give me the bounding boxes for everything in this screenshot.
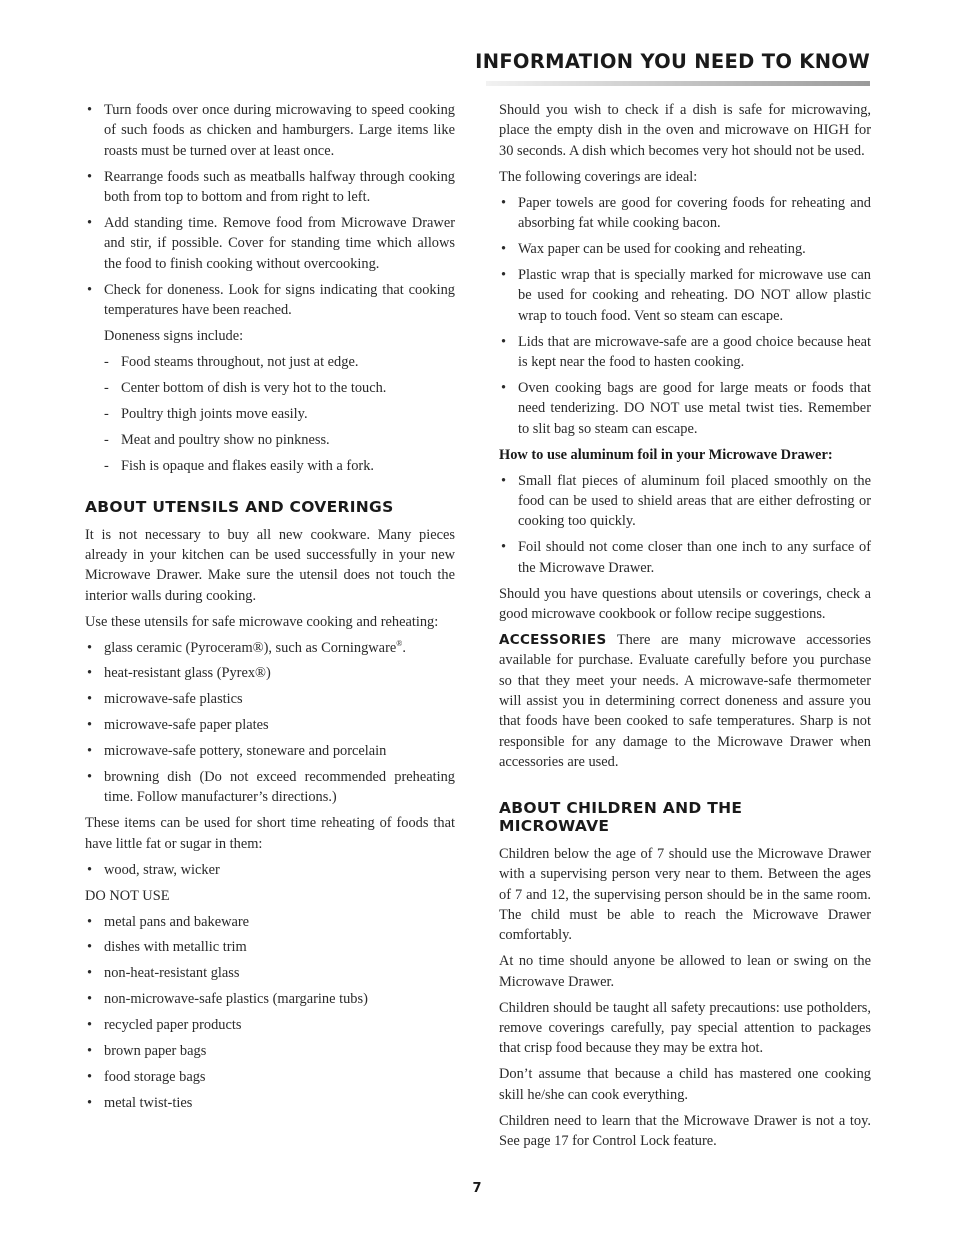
tips-list (85, 100, 455, 321)
dish-check-paragraph: Should you wish to check if a dish is safe for microwaving, place the empty dish in the oven and microwave on HIGH for 30 seconds. A dish which becomes very hot should not be used. (499, 102, 871, 159)
list-item: - Center bottom of dish is very hot to the touch. (104, 378, 455, 398)
list-item: • Plastic wrap that is specially marked for microwave use can be used for cooking and reheating. DO NOT allow plastic wrap to touch food. Vent so steam can escape. (499, 265, 871, 326)
left-column (85, 100, 455, 1119)
children-paragraph: Children should be taught all safety precautions: use potholders, remove coverings carefully, pay special attention to packages that crisp food because they may be extra hot. (499, 999, 871, 1057)
list-item: • Lids that are microwave-safe are a good choice because heat is kept near the food to hasten cooking. (499, 332, 871, 373)
coverings-intro: The following coverings are ideal: (499, 168, 698, 185)
list-item: • browning dish (Do not exceed recommended preheating time. Follow manufacturer’s directions.) (85, 767, 455, 808)
list-item: • recycled paper products (85, 1015, 455, 1035)
doneness-signs-list (85, 352, 455, 476)
list-item: - Food steams throughout, not just at edge. (104, 352, 455, 372)
page-number: 7 (472, 1181, 482, 1196)
list-item: • Check for doneness. Look for signs indicating that cooking temperatures have been reached. (85, 280, 455, 321)
list-item: - Meat and poultry show no pinkness. (104, 430, 455, 450)
list-item-end: . (402, 639, 406, 656)
list-item: • food storage bags (85, 1067, 455, 1087)
list-item: • microwave-safe pottery, stoneware and porcelain (85, 741, 455, 761)
safe-utensils-intro: Use these utensils for safe microwave cooking and reheating: (85, 613, 439, 630)
list-item: • brown paper bags (85, 1041, 455, 1061)
list-item: • Paper towels are good for covering foods for reheating and absorbing fat while cooking bacon. (499, 193, 871, 234)
list-item: - Poultry thigh joints move easily. (104, 404, 455, 424)
list-item-text: glass ceramic (Pyroceram®), such as Corningware (104, 639, 397, 656)
foil-list (499, 471, 871, 579)
list-item: • microwave-safe plastics (85, 689, 455, 709)
children-paragraph: Don’t assume that because a child has mastered one cooking skill he/she can cook everything. (499, 1066, 871, 1103)
list-item: • Wax paper can be used for cooking and reheating. (499, 239, 871, 259)
list-item: • non-heat-resistant glass (85, 963, 455, 983)
questions-paragraph: Should you have questions about utensils or coverings, check a good microwave cookbook or follow recipe suggestions. (499, 585, 871, 622)
doneness-intro: Doneness signs include: (104, 328, 244, 345)
short-time-intro: These items can be used for short time reheating of foods that have little fat or sugar in them: (85, 815, 455, 852)
title-underline (486, 81, 870, 86)
list-item: • non-microwave-safe plastics (margarine tubs) (85, 989, 455, 1009)
coverings-list (499, 193, 871, 439)
accessories-heading: ACCESSORIES (499, 631, 607, 648)
utensils-heading: ABOUT UTENSILS AND COVERINGS (85, 498, 394, 516)
accessories-paragraph (499, 630, 871, 773)
list-item: • Foil should not come closer than one inch to any surface of the Microwave Drawer. (499, 537, 871, 578)
list-item: - Fish is opaque and flakes easily with a fork. (104, 456, 455, 476)
do-not-use-list (85, 912, 455, 1114)
foil-heading: How to use aluminum foil in your Microwave Drawer: (499, 446, 833, 463)
utensils-intro: It is not necessary to buy all new cookware. Many pieces already in your kitchen can be used successfully in your new Microwave Drawer. Make sure the utensil does not touch the interior walls during cooking. (85, 526, 455, 604)
safe-utensils-list (85, 638, 455, 808)
list-item: • Add standing time. Remove food from Microwave Drawer and stir, if possible. Cover for standing time which allows the food to finish cooking without overcooking. (85, 213, 455, 274)
page-title: INFORMATION YOU NEED TO KNOW (475, 50, 870, 73)
list-item: • heat-resistant glass (Pyrex®) (85, 663, 455, 683)
list-item: • Oven cooking bags are good for large meats or foods that need tenderizing. DO NOT use metal twist ties. Remember to slit bag so steam can escape. (499, 378, 871, 439)
right-column (499, 100, 871, 1157)
list-item: • metal twist-ties (85, 1093, 455, 1113)
list-item: • Small flat pieces of aluminum foil placed smoothly on the food can be used to shield areas that are either defrosting or cooking too quickly. (499, 471, 871, 532)
list-item: • metal pans and bakeware (85, 912, 455, 932)
registered-mark: ® (396, 638, 403, 648)
children-paragraph: At no time should anyone be allowed to lean or swing on the Microwave Drawer. (499, 953, 871, 990)
list-item: • microwave-safe paper plates (85, 715, 455, 735)
list-item (85, 638, 455, 658)
list-item: • Turn foods over once during microwaving to speed cooking of such foods as chicken and hamburgers. Large items like roasts must be turned over at least once. (85, 100, 455, 161)
children-paragraph: Children below the age of 7 should use the Microwave Drawer with a supervising person very near to them. Between the ages of 7 and 12, the supervising person should be in the same room. The child must be able to reach the Microwave Drawer comfortably. (499, 845, 871, 944)
children-paragraph: Children need to learn that the Microwave Drawer is not a toy. See page 17 for Control Lock feature. (499, 1112, 871, 1149)
children-heading-line2: MICROWAVE (499, 817, 610, 836)
children-heading-line1: ABOUT CHILDREN AND THE (499, 798, 743, 817)
children-heading (499, 799, 871, 836)
list-item: • dishes with metallic trim (85, 937, 455, 957)
short-time-list (85, 860, 455, 880)
list-item: • Rearrange foods such as meatballs halfway through cooking both from top to bottom and from right to left. (85, 167, 455, 208)
accessories-text: There are many microwave accessories available for purchase. Evaluate carefully before you purchase so that they meet your needs. A microwave-safe thermometer will assist you in determining correct doneness and assure you that foods have been cooked to safe temperatures. Sharp is not responsible for any damage to the Microwave Drawer when accessories are used. (499, 631, 871, 771)
list-item: • wood, straw, wicker (85, 860, 455, 880)
do-not-use-label: DO NOT USE (85, 887, 170, 904)
